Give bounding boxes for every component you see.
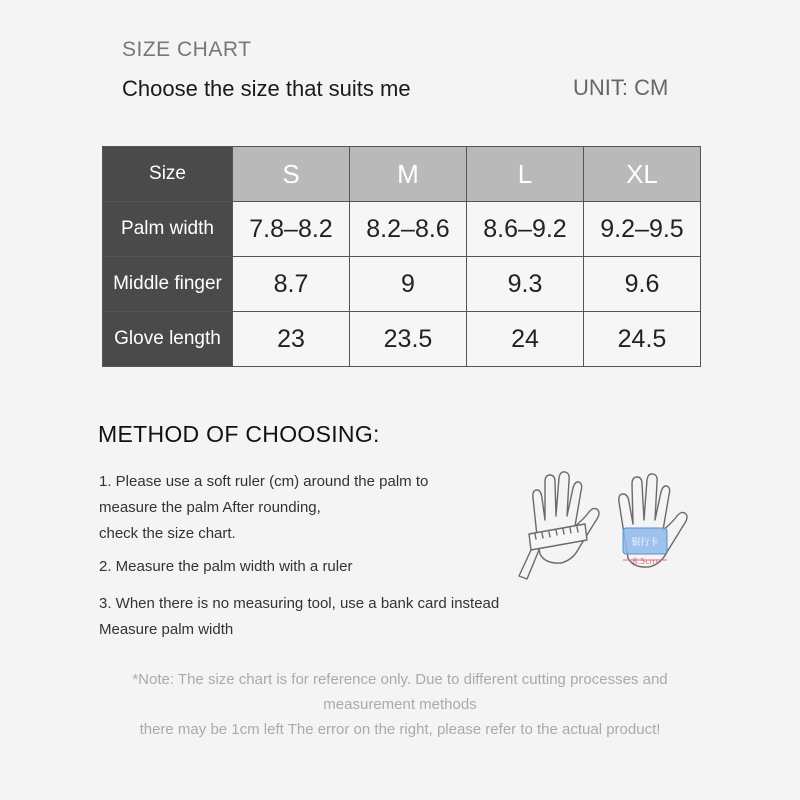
note-line: measurement methods [323,696,477,713]
table-cell: 23.5 [350,312,467,367]
table-cell: 24.5 [584,312,701,367]
note-line: there may be 1cm left The error on the right, please refer to the actual product! [139,721,661,738]
size-chart-heading: SIZE CHART [122,38,252,61]
table-cell: 8.6–9.2 [467,202,584,257]
hand-ruler-icon [519,472,599,579]
table-cell: 9.2–9.5 [584,202,701,257]
size-m-header: M [350,147,467,202]
table-row [103,202,701,257]
table-row [103,312,701,367]
method-title: METHOD OF CHOOSING: [98,421,380,447]
table-cell: 9 [350,257,467,312]
step-3 [99,591,499,643]
unit-label: UNIT: CM [573,75,669,100]
table-row [103,257,701,312]
palm-width-label: Palm width [103,202,233,257]
middle-finger-label: Middle finger [103,257,233,312]
table-cell: 23 [233,312,350,367]
size-corner-cell: Size [103,147,233,202]
step-2-line: 2. Measure the palm width with a ruler [99,558,353,575]
hand-measure-illustration [515,468,705,588]
table-cell: 9.6 [584,257,701,312]
size-table [102,146,701,367]
glove-length-label: Glove length [103,312,233,367]
card-width-label: 8.5cm [632,557,658,566]
step-3-line: Measure palm width [99,621,234,638]
table-cell: 24 [467,312,584,367]
step-1-line: measure the palm After rounding, [99,499,321,516]
step-3-line: 3. When there is no measuring tool, use a bank card instead [99,595,500,612]
table-cell: 9.3 [467,257,584,312]
size-xl-header: XL [584,147,701,202]
step-2 [99,554,352,580]
note-text [70,667,730,742]
size-l-header: L [467,147,584,202]
table-cell: 7.8–8.2 [233,202,350,257]
step-1-line: 1. Please use a soft ruler (cm) around the palm to [99,473,429,490]
size-chart-subtitle: Choose the size that suits me [122,76,411,101]
bank-card-label: 银行卡 [631,538,659,548]
note-line: *Note: The size chart is for reference only. Due to different cutting processes and [132,671,668,688]
step-1-line: check the size chart. [99,525,236,542]
table-cell: 8.2–8.6 [350,202,467,257]
size-header-row [103,147,701,202]
size-s-header: S [233,147,350,202]
table-cell: 8.7 [233,257,350,312]
step-1 [99,469,428,547]
